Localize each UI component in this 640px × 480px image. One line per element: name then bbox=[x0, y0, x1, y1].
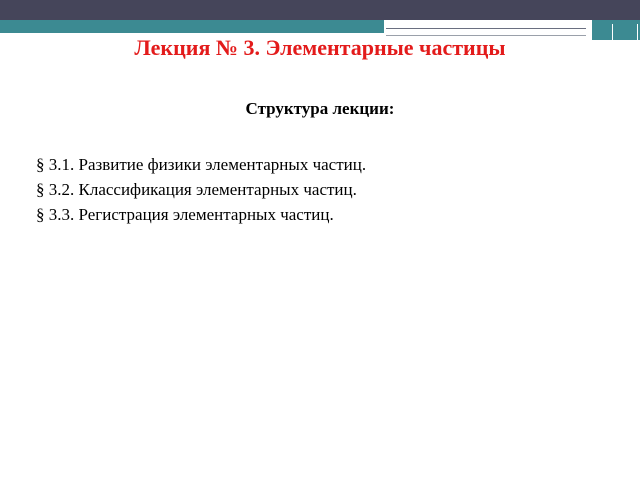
section-item: § 3.3. Регистрация элементарных частиц. bbox=[36, 205, 334, 224]
slide-title: Лекция № 3. Элементарные частицы bbox=[134, 35, 506, 60]
section-list bbox=[36, 152, 366, 227]
lecture-structure-heading: Структура лекции: bbox=[245, 99, 395, 118]
header-band-dark bbox=[0, 0, 640, 20]
section-item: § 3.2. Классификация элементарных частиц. bbox=[36, 180, 357, 199]
section-item: § 3.1. Развитие физики элементарных частиц. bbox=[36, 155, 367, 174]
